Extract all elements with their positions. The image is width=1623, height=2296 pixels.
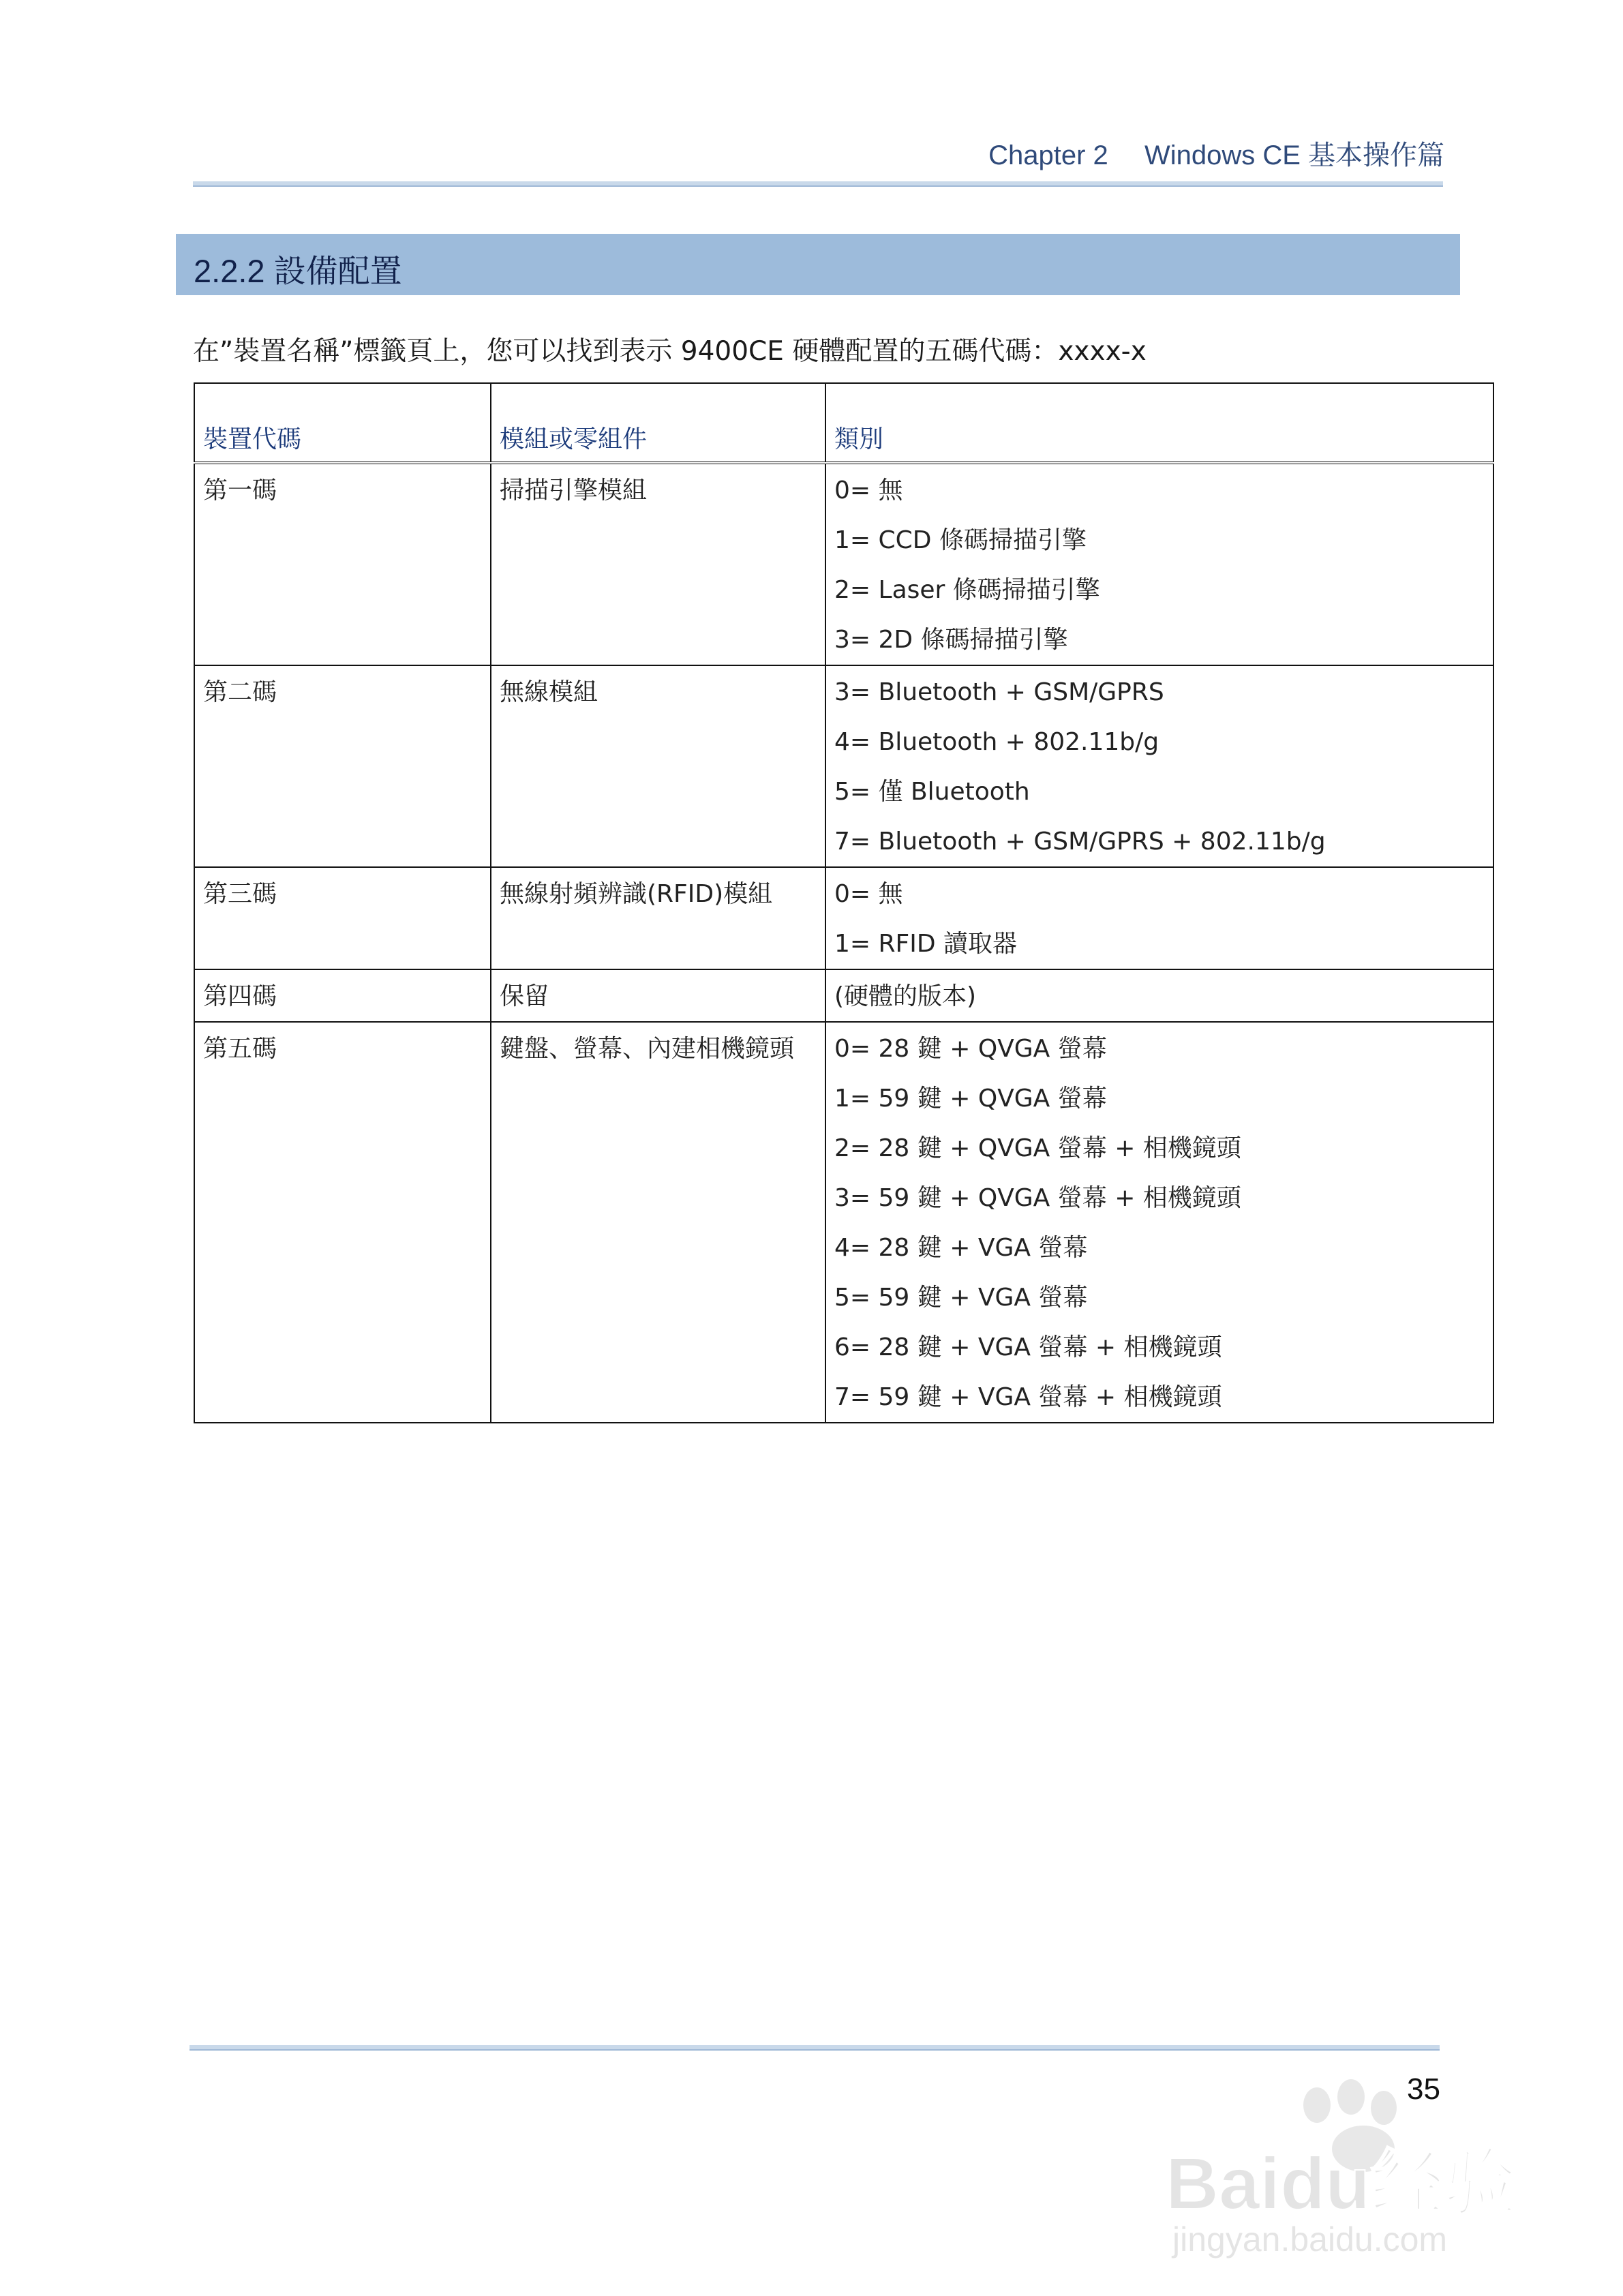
watermark-brand: Baidu经验 bbox=[1166, 2142, 1518, 2224]
table-row bbox=[194, 867, 1493, 969]
category-option: 7= 59 鍵 + VGA 螢幕 + 相機鏡頭 bbox=[834, 1383, 1222, 1411]
category-option: 1= CCD 條碼掃描引擎 bbox=[834, 526, 1087, 554]
column-header-code: 裝置代碼 bbox=[194, 383, 491, 463]
chapter-label: Chapter 2 bbox=[988, 140, 1108, 170]
section-heading-bar bbox=[176, 234, 1460, 295]
category-option: 3= Bluetooth + GSM/GPRS bbox=[834, 678, 1164, 706]
column-header-category: 類別 bbox=[825, 383, 1493, 463]
table-row bbox=[194, 1022, 1493, 1423]
cell-category-options bbox=[825, 463, 1493, 665]
cell-device-code: 第二碼 bbox=[194, 665, 491, 867]
section-title: 2.2.2 設備配置 bbox=[194, 253, 402, 289]
header-divider bbox=[193, 181, 1443, 187]
cell-category-options bbox=[825, 867, 1493, 969]
cell-module: 掃描引擎模組 bbox=[491, 463, 825, 665]
cell-device-code: 第一碼 bbox=[194, 463, 491, 665]
category-option: 0= 無 bbox=[834, 880, 903, 908]
intro-paragraph: 在”裝置名稱”標籤頁上，您可以找到表示 9400CE 硬體配置的五碼代碼：xxxx-x bbox=[193, 336, 1147, 367]
footer-divider bbox=[189, 2045, 1440, 2051]
cell-module: 鍵盤、螢幕、內建相機鏡頭 bbox=[491, 1022, 825, 1423]
category-option: 0= 28 鍵 + QVGA 螢幕 bbox=[834, 1035, 1107, 1063]
cell-module: 無線射頻辨識(RFID)模組 bbox=[491, 867, 825, 969]
page-number: 35 bbox=[1407, 2072, 1440, 2106]
category-option: 6= 28 鍵 + VGA 螢幕 + 相機鏡頭 bbox=[834, 1333, 1222, 1361]
category-option: 3= 2D 條碼掃描引擎 bbox=[834, 626, 1068, 654]
category-option: 4= Bluetooth + 802.11b/g bbox=[834, 728, 1159, 756]
cell-device-code: 第五碼 bbox=[194, 1022, 491, 1423]
table-body bbox=[194, 463, 1493, 1423]
table-header-row bbox=[194, 383, 1493, 463]
category-option: 5= 僅 Bluetooth bbox=[834, 778, 1030, 806]
chapter-title: Windows CE 基本操作篇 bbox=[1144, 140, 1444, 170]
category-option: 2= 28 鍵 + QVGA 螢幕 + 相機鏡頭 bbox=[834, 1134, 1241, 1162]
cell-category-options bbox=[825, 665, 1493, 867]
table-row bbox=[194, 665, 1493, 867]
column-header-module: 模組或零組件 bbox=[491, 383, 825, 463]
table-row bbox=[194, 969, 1493, 1022]
category-option: 0= 無 bbox=[834, 477, 903, 504]
cell-device-code: 第四碼 bbox=[194, 969, 491, 1022]
category-option: 2= Laser 條碼掃描引擎 bbox=[834, 576, 1100, 604]
watermark-url: jingyan.baidu.com bbox=[1172, 2220, 1448, 2259]
category-option: (硬體的版本) bbox=[834, 982, 977, 1010]
baidu-watermark-logo bbox=[1159, 2072, 1541, 2270]
cell-device-code: 第三碼 bbox=[194, 867, 491, 969]
cell-category-options bbox=[825, 1022, 1493, 1423]
table-row bbox=[194, 463, 1493, 665]
running-header bbox=[988, 134, 1444, 172]
category-option: 7= Bluetooth + GSM/GPRS + 802.11b/g bbox=[834, 828, 1326, 856]
category-option: 1= 59 鍵 + QVGA 螢幕 bbox=[834, 1085, 1107, 1113]
cell-category-options bbox=[825, 969, 1493, 1022]
cell-module: 無線模組 bbox=[491, 665, 825, 867]
cell-module: 保留 bbox=[491, 969, 825, 1022]
category-option: 4= 28 鍵 + VGA 螢幕 bbox=[834, 1234, 1088, 1262]
hardware-config-table bbox=[194, 382, 1494, 1423]
category-option: 1= RFID 讀取器 bbox=[834, 930, 1018, 958]
category-option: 5= 59 鍵 + VGA 螢幕 bbox=[834, 1284, 1088, 1312]
category-option: 3= 59 鍵 + QVGA 螢幕 + 相機鏡頭 bbox=[834, 1184, 1241, 1212]
